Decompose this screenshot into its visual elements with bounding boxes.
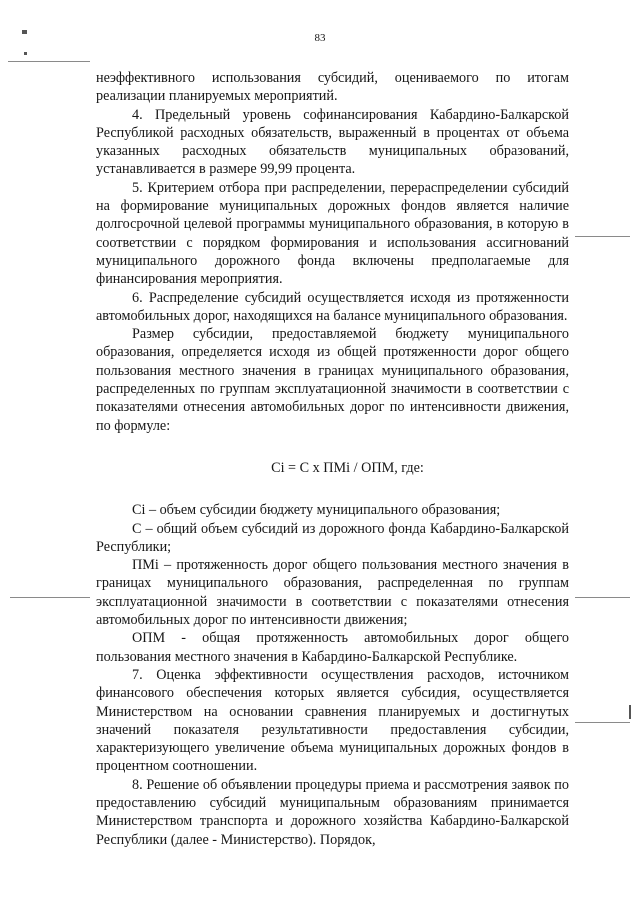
scan-line xyxy=(575,236,630,237)
document-body xyxy=(96,69,569,849)
scan-line xyxy=(10,597,90,598)
paragraph-item-8: 8. Решение об объявлении процедуры приема и рассмотрения заявок по предоставлению субсидий муниципальным образованиям принимается Министерством транспорта и дорожного хозяйства Кабардино-Балкарской Республики (далее - Министерство). Порядок, xyxy=(96,776,569,848)
scan-line xyxy=(575,597,630,598)
paragraph-item-4: 4. Предельный уровень софинансирования Кабардино-Балкарской Республикой расходных обязательств, выраженный в процентах от объема указанных расходных обязательств муниципальных образований, устанавливается в размере 99,99 процента. xyxy=(96,106,569,178)
definition-pmi: ПМi – протяженность дорог общего пользования местного значения в границах муниципального образования, распределенная по группам эксплуатационной значимости в соответствии с показателями отнесения автомобильных дорог по интенсивности движения; xyxy=(96,557,569,629)
scan-mark xyxy=(629,705,631,719)
scan-line xyxy=(8,61,90,62)
paragraph-item-7: 7. Оценка эффективности осуществления расходов, источником финансового обеспечения которых является субсидия, осуществляется Министерством на основании сравнения планируемых и достигнутых значений показателя результативности предоставления субсидии, характеризующего увеличение объема муниципальных дорожных фондов в процентном соотношении. xyxy=(96,666,569,775)
scan-mark xyxy=(24,52,27,55)
definition-opm: ОПМ - общая протяженность автомобильных дорог общего пользования местного значения в Кабардино-Балкарской Республике. xyxy=(96,630,569,665)
page-number: 83 xyxy=(314,32,326,44)
definition-ci: Ci – объем субсидии бюджету муниципального образования; xyxy=(132,502,501,519)
paragraph-continuation: неэффективного использования субсидий, оцениваемого по итогам реализации планируемых мероприятий. xyxy=(96,70,569,105)
scan-line xyxy=(575,722,630,723)
definition-c: С – общий объем субсидий из дорожного фонда Кабардино-Балкарской Республики; xyxy=(96,520,569,555)
formula: Ci = C x ПМi / ОПМ, где: xyxy=(271,459,424,476)
paragraph-subsidy-size: Размер субсидии, предоставляемой бюджету муниципального образования, определяется исходя из общей протяженности дорог общего пользования местного значения в границах муниципального образования, распределенных по группам эксплуатационной значимости в соответствии с показателями отнесения автомобильных дорог по интенсивности движения, по формуле: xyxy=(96,326,569,434)
paragraph-item-5: 5. Критерием отбора при распределении, перераспределении субсидий на формирование муниципальных дорожных фондов является наличие долгосрочной целевой программы муниципального образования, в которую в соответствии с порядком формирования и использования ассигнований муниципального дорожного фонда включены предполагаемые для финансирования мероприятия. xyxy=(96,179,569,288)
paragraph-item-6: 6. Распределение субсидий осуществляется исходя из протяженности автомобильных дорог, находящихся на балансе муниципального образования. xyxy=(96,289,569,324)
